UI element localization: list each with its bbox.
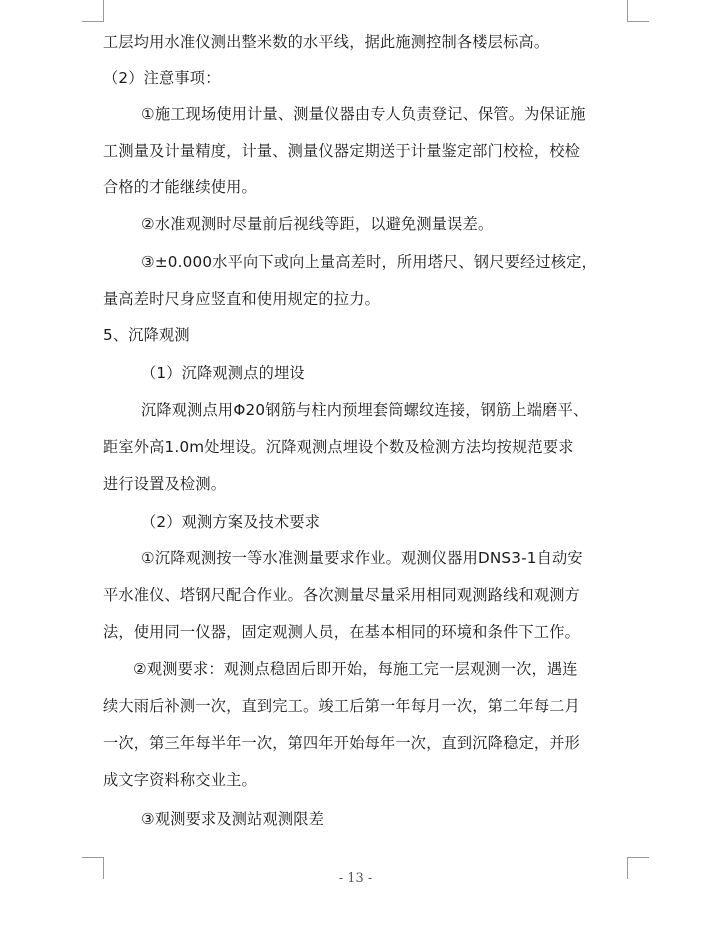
text-line: 成文字资料称交业主。: [103, 771, 257, 789]
subsection-heading: （2）观测方案及技术要求: [141, 513, 321, 531]
text-line: ①施工现场使用计量、测量仪器由专人负责登记、保管。为保证施: [141, 105, 586, 123]
text-line: 量高差时尺身应竖直和使用规定的拉力。: [103, 290, 380, 308]
text-line: ②观测要求：观测点稳固后即开始，每施工完一层观测一次，遇连: [133, 660, 578, 678]
text-line: ③±0.000水平向下或向上量高差时，所用塔尺、钢尺要经过核定，: [141, 253, 597, 271]
text-line: 法，使用同一仪器，固定观测人员，在基本相同的环境和条件下工作。: [103, 623, 581, 641]
section-heading: 5、沉降观测: [103, 326, 190, 344]
text-line: ②水准观测时尽量前后视线等距，以避免测量误差。: [141, 215, 494, 233]
crop-mark-top-right-h: [627, 21, 649, 22]
text-line: ③观测要求及测站观测限差: [141, 810, 325, 828]
crop-mark-bottom-right-h: [627, 857, 649, 858]
subsection-heading: （1）沉降观测点的埋设: [141, 364, 305, 382]
text-line: 一次，第三年每半年一次，第四年开始每年一次，直到沉降稳定，并形: [103, 734, 581, 752]
text-line: ①沉降观测按一等水准测量要求作业。观测仪器用DNS3-1自动安: [141, 549, 583, 567]
text-line: 沉降观测点用Φ20钢筋与柱内预埋套筒螺纹连接，钢筋上端磨平、: [141, 401, 589, 419]
text-line: （2）注意事项：: [103, 69, 221, 87]
text-line: 续大雨后补测一次，直到完工。竣工后第一年每月一次，第二年每二月: [103, 697, 581, 715]
text-line: 距室外高1.0m处埋设。沉降观测点埋设个数及检测方法均按规范要求: [103, 438, 574, 456]
text-line: 进行设置及检测。: [103, 475, 227, 493]
crop-mark-bottom-left-h: [82, 857, 104, 858]
page-number: - 13 -: [338, 871, 373, 886]
crop-mark-top-left-h: [82, 21, 104, 22]
crop-mark-top-left: [103, 0, 104, 22]
crop-mark-top-right: [627, 0, 628, 22]
text-line: 合格的才能继续使用。: [103, 178, 257, 196]
text-line: 工层均用水准仪测出整米数的水平线，据此施测控制各楼层标高。: [103, 33, 550, 51]
text-line: 工测量及计量精度，计量、测量仪器定期送于计量鉴定部门校检，校检: [103, 142, 581, 160]
text-line: 平水准仪、塔钢尺配合作业。各次测量尽量采用相同观测路线和观测方: [103, 586, 581, 604]
